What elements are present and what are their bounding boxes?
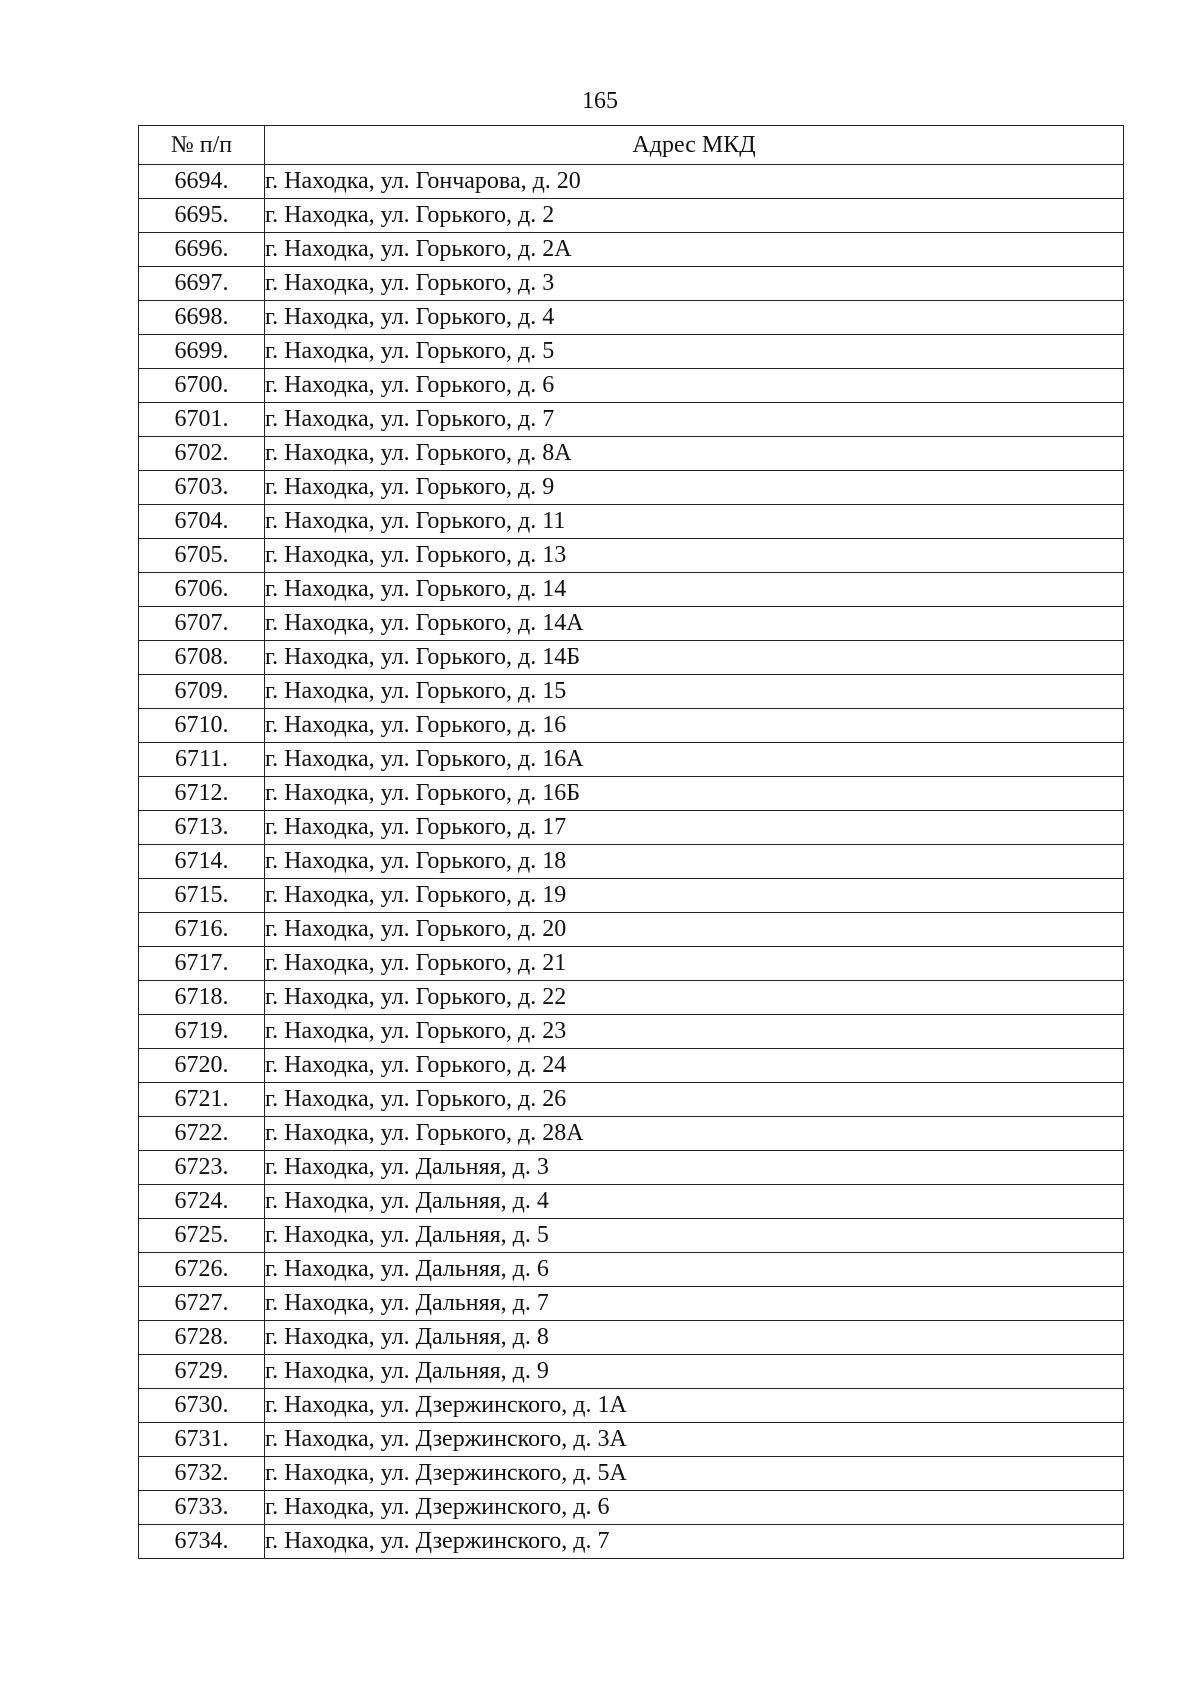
- table-row: [139, 845, 1124, 879]
- row-number-cell: 6719.: [139, 1015, 265, 1049]
- table-row: [139, 879, 1124, 913]
- row-address-cell: г. Находка, ул. Дзержинского, д. 5А: [265, 1457, 1124, 1491]
- table-row: [139, 165, 1124, 199]
- row-address-cell: г. Находка, ул. Горького, д. 16А: [265, 743, 1124, 777]
- row-number-cell: 6732.: [139, 1457, 265, 1491]
- row-address-cell: г. Находка, ул. Горького, д. 14: [265, 573, 1124, 607]
- row-address-cell: г. Находка, ул. Горького, д. 22: [265, 981, 1124, 1015]
- table-row: [139, 1321, 1124, 1355]
- column-header-number: № п/п: [139, 126, 265, 165]
- table-row: [139, 777, 1124, 811]
- row-address-cell: г. Находка, ул. Горького, д. 19: [265, 879, 1124, 913]
- row-number-cell: 6726.: [139, 1253, 265, 1287]
- table-row: [139, 471, 1124, 505]
- row-address-cell: г. Находка, ул. Горького, д. 26: [265, 1083, 1124, 1117]
- row-address-cell: г. Находка, ул. Горького, д. 14Б: [265, 641, 1124, 675]
- table-body: [139, 165, 1124, 1559]
- row-number-cell: 6701.: [139, 403, 265, 437]
- row-address-cell: г. Находка, ул. Горького, д. 5: [265, 335, 1124, 369]
- row-number-cell: 6723.: [139, 1151, 265, 1185]
- row-number-cell: 6706.: [139, 573, 265, 607]
- table-row: [139, 675, 1124, 709]
- row-address-cell: г. Находка, ул. Дзержинского, д. 6: [265, 1491, 1124, 1525]
- row-address-cell: г. Находка, ул. Дальняя, д. 6: [265, 1253, 1124, 1287]
- row-address-cell: г. Находка, ул. Горького, д. 3: [265, 267, 1124, 301]
- row-address-cell: г. Находка, ул. Горького, д. 20: [265, 913, 1124, 947]
- table-row: [139, 947, 1124, 981]
- row-number-cell: 6717.: [139, 947, 265, 981]
- row-number-cell: 6707.: [139, 607, 265, 641]
- table-row: [139, 607, 1124, 641]
- row-address-cell: г. Находка, ул. Горького, д. 2: [265, 199, 1124, 233]
- table-row: [139, 1049, 1124, 1083]
- row-address-cell: г. Находка, ул. Горького, д. 16Б: [265, 777, 1124, 811]
- row-number-cell: 6704.: [139, 505, 265, 539]
- row-number-cell: 6694.: [139, 165, 265, 199]
- row-number-cell: 6725.: [139, 1219, 265, 1253]
- table-row: [139, 1355, 1124, 1389]
- table-row: [139, 709, 1124, 743]
- row-address-cell: г. Находка, ул. Дальняя, д. 5: [265, 1219, 1124, 1253]
- row-number-cell: 6724.: [139, 1185, 265, 1219]
- row-number-cell: 6708.: [139, 641, 265, 675]
- row-address-cell: г. Находка, ул. Горького, д. 2А: [265, 233, 1124, 267]
- table-row: [139, 1287, 1124, 1321]
- table-row: [139, 573, 1124, 607]
- row-number-cell: 6728.: [139, 1321, 265, 1355]
- table-row: [139, 641, 1124, 675]
- row-number-cell: 6731.: [139, 1423, 265, 1457]
- table-row: [139, 1117, 1124, 1151]
- row-address-cell: г. Находка, ул. Горького, д. 23: [265, 1015, 1124, 1049]
- row-number-cell: 6729.: [139, 1355, 265, 1389]
- table-row: [139, 369, 1124, 403]
- row-number-cell: 6700.: [139, 369, 265, 403]
- table-row: [139, 1423, 1124, 1457]
- row-address-cell: г. Находка, ул. Горького, д. 7: [265, 403, 1124, 437]
- table-row: [139, 403, 1124, 437]
- row-number-cell: 6710.: [139, 709, 265, 743]
- row-address-cell: г. Находка, ул. Горького, д. 14А: [265, 607, 1124, 641]
- row-number-cell: 6711.: [139, 743, 265, 777]
- row-number-cell: 6703.: [139, 471, 265, 505]
- row-number-cell: 6730.: [139, 1389, 265, 1423]
- table-row: [139, 1151, 1124, 1185]
- row-number-cell: 6721.: [139, 1083, 265, 1117]
- table-row: [139, 1389, 1124, 1423]
- table-row: [139, 199, 1124, 233]
- row-number-cell: 6697.: [139, 267, 265, 301]
- table-row: [139, 233, 1124, 267]
- row-address-cell: г. Находка, ул. Горького, д. 24: [265, 1049, 1124, 1083]
- table-row: [139, 1219, 1124, 1253]
- row-address-cell: г. Находка, ул. Дальняя, д. 3: [265, 1151, 1124, 1185]
- table-row: [139, 335, 1124, 369]
- row-number-cell: 6715.: [139, 879, 265, 913]
- row-number-cell: 6695.: [139, 199, 265, 233]
- table-row: [139, 539, 1124, 573]
- row-address-cell: г. Находка, ул. Дзержинского, д. 7: [265, 1525, 1124, 1559]
- row-address-cell: г. Находка, ул. Дальняя, д. 4: [265, 1185, 1124, 1219]
- table-row: [139, 1491, 1124, 1525]
- row-address-cell: г. Находка, ул. Горького, д. 6: [265, 369, 1124, 403]
- table-row: [139, 913, 1124, 947]
- row-address-cell: г. Находка, ул. Горького, д. 28А: [265, 1117, 1124, 1151]
- table-row: [139, 1083, 1124, 1117]
- table-row: [139, 505, 1124, 539]
- table-row: [139, 811, 1124, 845]
- table-header-row: [139, 126, 1124, 165]
- row-number-cell: 6734.: [139, 1525, 265, 1559]
- table-row: [139, 437, 1124, 471]
- row-number-cell: 6714.: [139, 845, 265, 879]
- row-address-cell: г. Находка, ул. Горького, д. 18: [265, 845, 1124, 879]
- row-number-cell: 6696.: [139, 233, 265, 267]
- row-number-cell: 6713.: [139, 811, 265, 845]
- table-row: [139, 267, 1124, 301]
- page-number: 165: [582, 88, 618, 114]
- column-header-address: Адрес МКД: [265, 126, 1124, 165]
- row-address-cell: г. Находка, ул. Гончарова, д. 20: [265, 165, 1124, 199]
- row-number-cell: 6718.: [139, 981, 265, 1015]
- row-number-cell: 6709.: [139, 675, 265, 709]
- row-address-cell: г. Находка, ул. Горького, д. 16: [265, 709, 1124, 743]
- row-address-cell: г. Находка, ул. Дзержинского, д. 3А: [265, 1423, 1124, 1457]
- table-row: [139, 1525, 1124, 1559]
- row-address-cell: г. Находка, ул. Горького, д. 8А: [265, 437, 1124, 471]
- table-row: [139, 743, 1124, 777]
- row-address-cell: г. Находка, ул. Дальняя, д. 9: [265, 1355, 1124, 1389]
- row-address-cell: г. Находка, ул. Горького, д. 11: [265, 505, 1124, 539]
- row-address-cell: г. Находка, ул. Горького, д. 15: [265, 675, 1124, 709]
- row-number-cell: 6712.: [139, 777, 265, 811]
- table-row: [139, 1457, 1124, 1491]
- row-address-cell: г. Находка, ул. Дзержинского, д. 1А: [265, 1389, 1124, 1423]
- row-address-cell: г. Находка, ул. Горького, д. 4: [265, 301, 1124, 335]
- row-address-cell: г. Находка, ул. Горького, д. 21: [265, 947, 1124, 981]
- table-row: [139, 981, 1124, 1015]
- row-number-cell: 6722.: [139, 1117, 265, 1151]
- table-row: [139, 301, 1124, 335]
- table-row: [139, 1253, 1124, 1287]
- row-address-cell: г. Находка, ул. Горького, д. 13: [265, 539, 1124, 573]
- row-address-cell: г. Находка, ул. Горького, д. 17: [265, 811, 1124, 845]
- table-row: [139, 1015, 1124, 1049]
- row-address-cell: г. Находка, ул. Дальняя, д. 7: [265, 1287, 1124, 1321]
- row-number-cell: 6698.: [139, 301, 265, 335]
- row-number-cell: 6705.: [139, 539, 265, 573]
- row-address-cell: г. Находка, ул. Горького, д. 9: [265, 471, 1124, 505]
- table-row: [139, 1185, 1124, 1219]
- row-number-cell: 6727.: [139, 1287, 265, 1321]
- row-number-cell: 6699.: [139, 335, 265, 369]
- row-number-cell: 6716.: [139, 913, 265, 947]
- row-address-cell: г. Находка, ул. Дальняя, д. 8: [265, 1321, 1124, 1355]
- row-number-cell: 6720.: [139, 1049, 265, 1083]
- row-number-cell: 6733.: [139, 1491, 265, 1525]
- row-number-cell: 6702.: [139, 437, 265, 471]
- mkd-address-table: [138, 125, 1124, 1559]
